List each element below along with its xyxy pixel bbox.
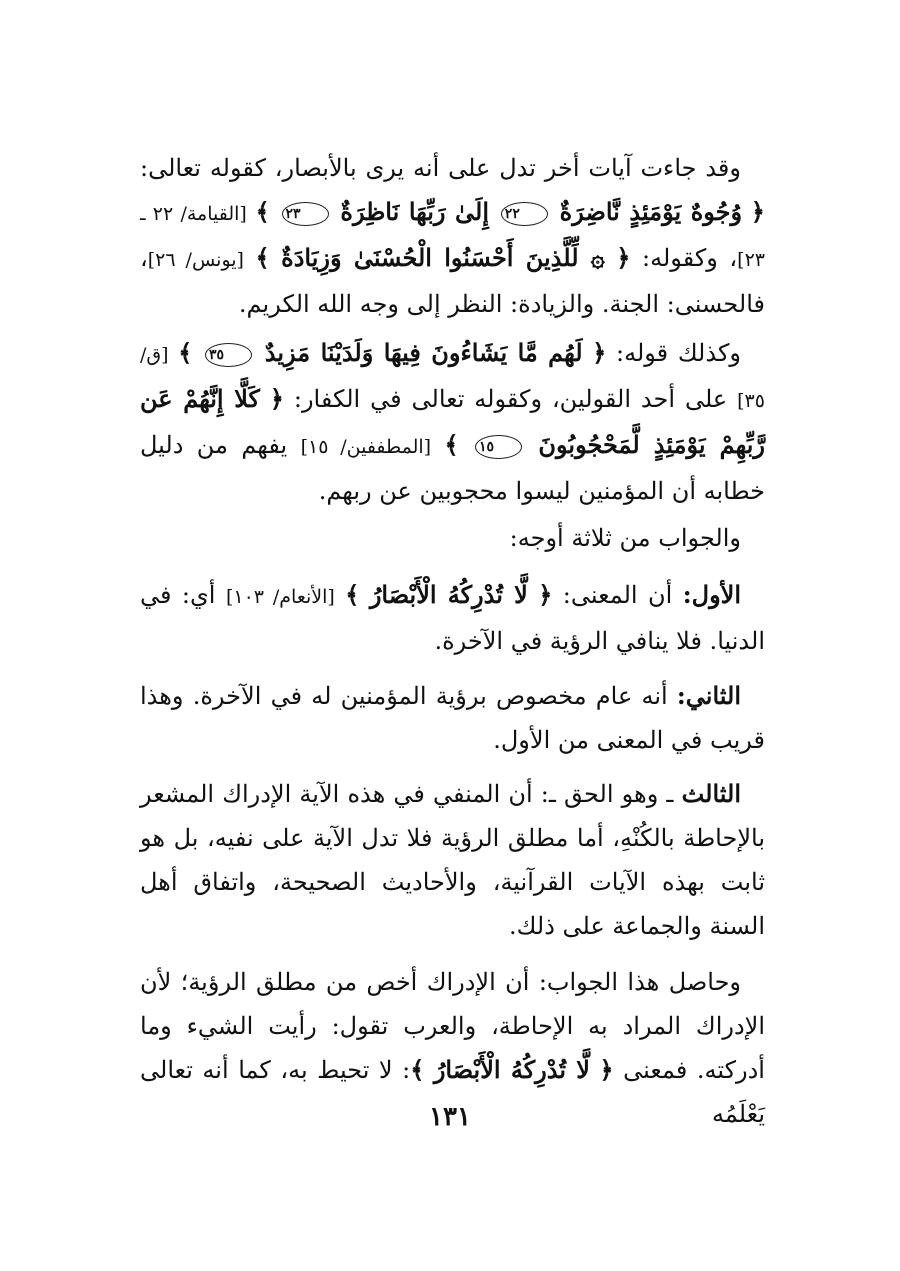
verse-qiyamah-22: وُجُوهٌ يَوْمَئِذٍ نَّاضِرَةٌ — [559, 197, 743, 226]
verse-close-bracket: ﴾ — [444, 430, 459, 459]
verse-open-bracket: ﴿ — [599, 1055, 614, 1084]
ayah-number-23: ٢٣ — [282, 202, 329, 226]
p7-end: : لا تحيط به، كما أنه تعالى يَعْلَمُه — [140, 1056, 765, 1128]
ayah-number-15: ١٥ — [475, 435, 522, 459]
p7-text: وحاصل هذا الجواب: أن الإدراك أخص من مطلق الرؤية؛ لأن الإدراك المراد به الإحاطة، والعرب تقول: رأيت الشيء وما أدركته. فمعنى — [140, 968, 765, 1084]
p5-text: أنه عام مخصوص برؤية المؤمنين له في الآخرة. وهذا قريب في المعنى من الأول. — [140, 682, 765, 754]
verse-open-bracket: ﴿ — [592, 338, 607, 367]
p1-end: ، فالحسنى: الجنة. والزيادة: النظر إلى وجه الله الكريم. — [140, 244, 765, 318]
verse-close-bracket: ﴾ — [345, 580, 360, 609]
p2-intro: وكذلك قوله: — [615, 339, 741, 367]
second-label: الثاني: — [676, 681, 741, 710]
p3-text: والجواب من ثلاثة أوجه: — [509, 524, 741, 552]
verse-anam-103: لَّا تُدْرِكُهُ الْأَبْصَارُ — [369, 580, 528, 609]
page-number: ١٣١ — [429, 1102, 471, 1132]
verse-qiyamah-23: إِلَىٰ رَبِّهَا نَاظِرَةٌ — [340, 197, 489, 226]
verse-open-bracket: ﴿ — [750, 197, 765, 226]
verse-close-bracket: ﴾ — [255, 243, 270, 272]
p6-text: ـ وهو الحق ـ: أن المنفي في هذه الآية الإدراك المشعر بالإحاطة بالكُنْهِ، أما مطلق الرؤية فلا تدل الآية على نفيه، بل هو ثابت بهذه الآيات القرآنية، والأحاديث الصحيحة، واتفاق أهل السنة والجماعة على ذلك. — [140, 780, 766, 940]
paragraph-answer-intro — [140, 516, 765, 560]
verse-qaf-35: لَهُم مَّا يَشَاءُونَ فِيهَا وَلَدَيْنَا مَزِيدٌ — [264, 338, 583, 367]
ayah-number-22: ٢٢ — [501, 202, 548, 226]
first-label: الأول: — [682, 580, 742, 609]
verse-close-bracket: ﴾ — [410, 1055, 425, 1084]
paragraph-first-answer — [140, 573, 765, 663]
paragraph-visual-verses — [140, 146, 765, 326]
reference-qiyamah: [القيامة/ ٢٢ ـ ٢٣] — [140, 203, 765, 271]
reference-anam: [الأنعام/ ١٠٣] — [225, 586, 335, 608]
paragraph-third-answer — [140, 772, 765, 948]
verse-open-bracket: ﴿ — [616, 243, 631, 272]
third-label: الثالث — [681, 779, 741, 808]
verse-close-bracket: ﴾ — [178, 338, 193, 367]
verse-mutaffifin-15: كَلَّا إِنَّهُمْ عَن رَّبِّهِمْ يَوْمَئِذٍ لَّمَحْجُوبُونَ — [140, 384, 765, 459]
p1-intro: وقد جاءت آيات أخر تدل على أنه يرى بالأبصار، كقوله تعالى: — [140, 154, 741, 182]
verse-open-bracket: ﴿ — [538, 580, 553, 609]
paragraph-second-answer — [140, 674, 765, 762]
verse-anam-103-repeat: لَّا تُدْرِكُهُ الْأَبْصَارُ — [433, 1055, 590, 1084]
reference-yunus: [يونس/ ٢٦] — [147, 249, 244, 271]
verse-open-bracket: ﴿ — [269, 384, 284, 413]
p2-mid: على أحد القولين، وكقوله تعالى في الكفار: — [293, 385, 728, 413]
ayah-number-35: ٣٥ — [205, 343, 252, 367]
paragraph-additional-verses — [140, 331, 765, 513]
reference-qaf: [ق/ ٣٥] — [140, 344, 765, 412]
verse-close-bracket: ﴾ — [255, 197, 270, 226]
p2-end: يفهم من دليل خطابه أن المؤمنين ليسوا محجوبين عن ربهم. — [140, 431, 765, 505]
p4-end: أي: في الدنيا. فلا ينافي الرؤية في الآخرة. — [140, 581, 765, 655]
p1-mid: ، وكقوله: — [642, 244, 738, 272]
p4-intro: أن المعنى: — [562, 581, 673, 609]
reference-mutaffifin: [المطففين/ ١٥] — [300, 436, 432, 458]
verse-yunus-26: ۞ لِّلَّذِينَ أَحْسَنُوا الْحُسْنَىٰ وَزِيَادَةٌ — [281, 243, 605, 272]
